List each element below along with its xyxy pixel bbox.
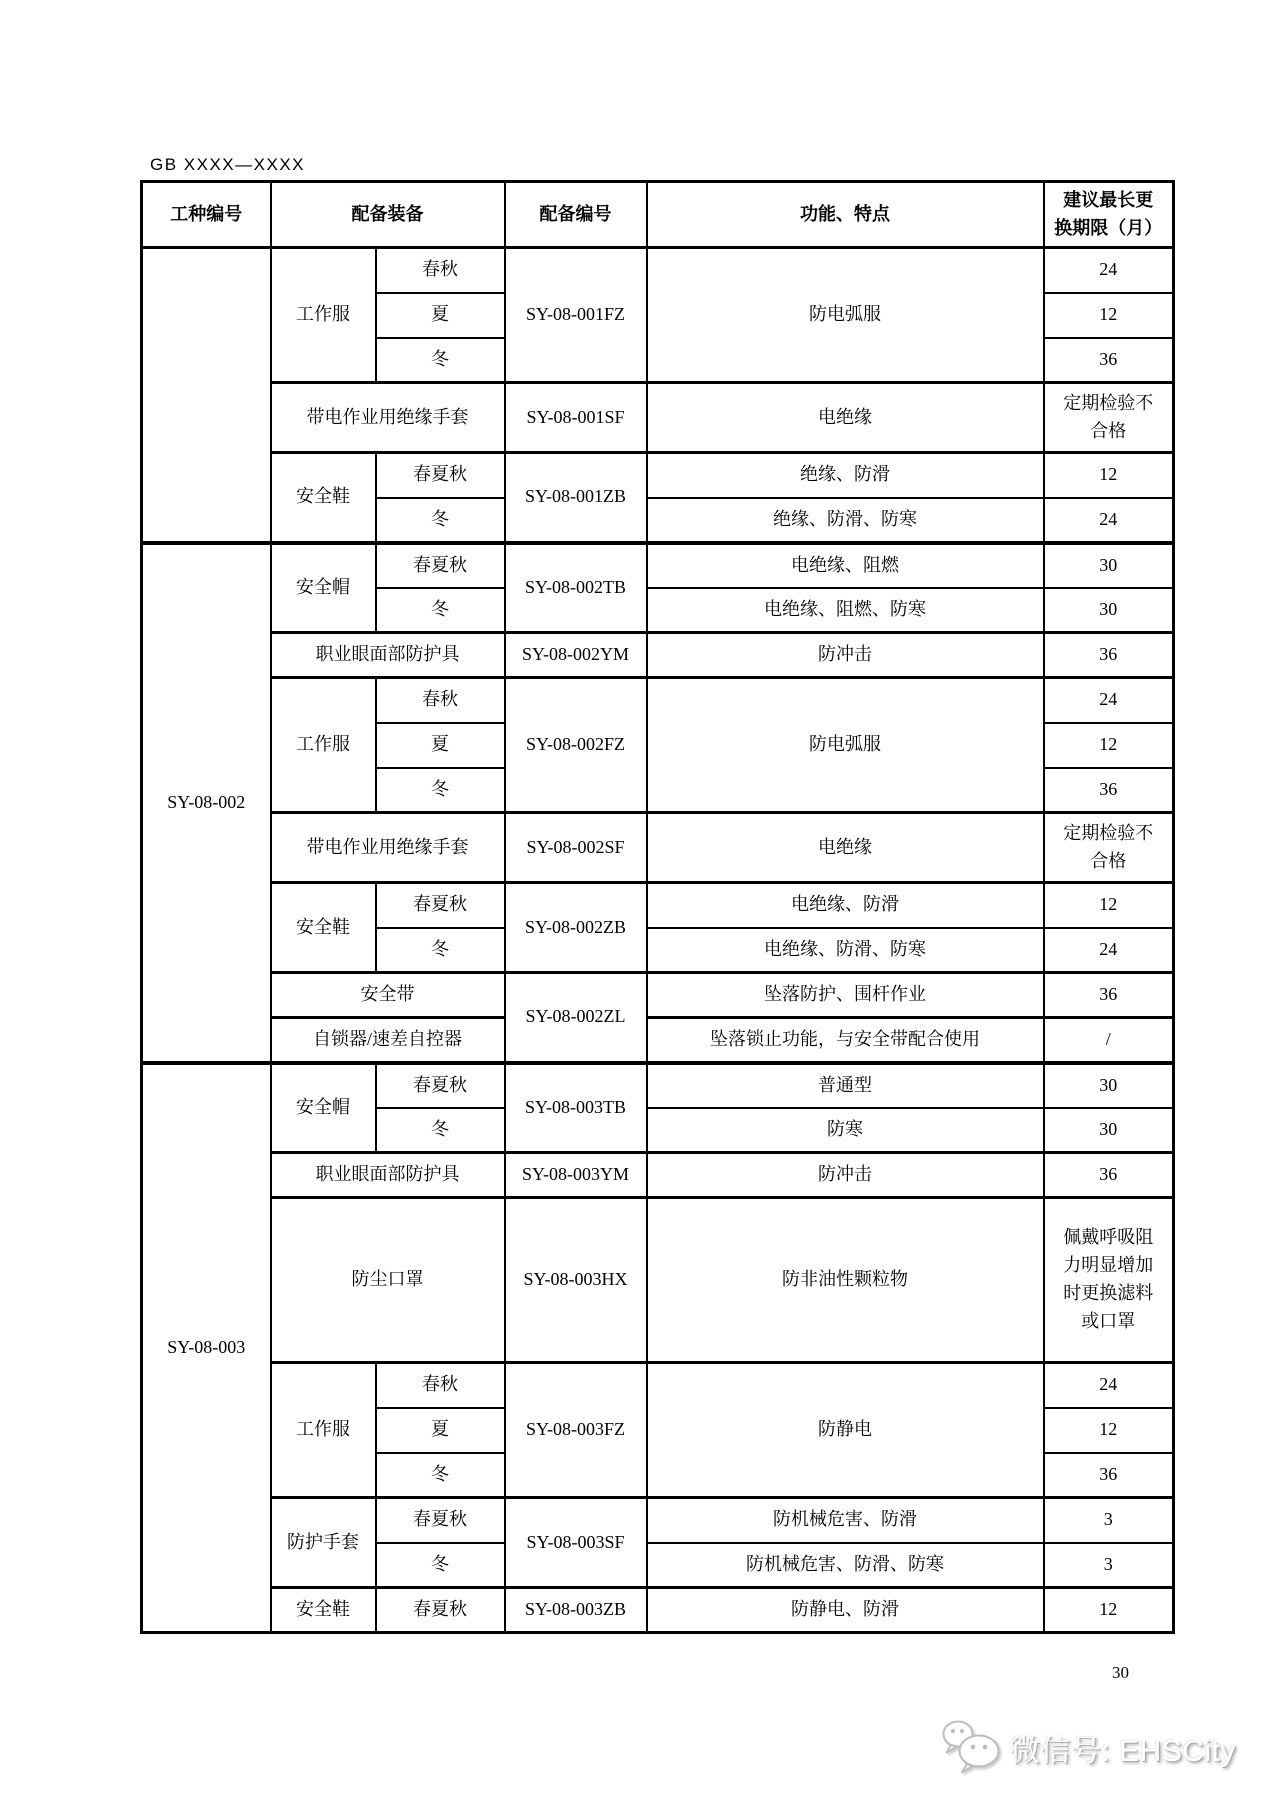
equipment-name-cell: 工作服 bbox=[271, 678, 376, 813]
period-cell: 12 bbox=[1044, 293, 1174, 338]
feature-cell: 防机械危害、防滑 bbox=[647, 1498, 1044, 1543]
equipment-name-cell: 职业眼面部防护具 bbox=[271, 633, 505, 678]
period-cell bbox=[1044, 813, 1174, 883]
season-cell: 冬 bbox=[376, 928, 505, 973]
table-row bbox=[142, 1153, 1174, 1198]
equip-code-cell: SY-08-001ZB bbox=[505, 453, 647, 543]
season-cell: 夏 bbox=[376, 723, 505, 768]
equipment-name-cell: 安全带 bbox=[271, 973, 505, 1018]
equipment-name-cell: 安全鞋 bbox=[271, 453, 376, 543]
equipment-name-cell: 职业眼面部防护具 bbox=[271, 1153, 505, 1198]
feature-cell: 电绝缘、阻燃、防寒 bbox=[647, 588, 1044, 633]
table-row bbox=[142, 813, 1174, 883]
period-cell: 36 bbox=[1044, 973, 1174, 1018]
feature-cell: 电绝缘、阻燃 bbox=[647, 543, 1044, 588]
table-row bbox=[142, 678, 1174, 723]
table-row bbox=[142, 383, 1174, 453]
page-number: 30 bbox=[1112, 1663, 1129, 1682]
period-cell: 36 bbox=[1044, 1453, 1174, 1498]
equip-code-cell: SY-08-003FZ bbox=[505, 1363, 647, 1498]
header-equipment: 配备装备 bbox=[271, 182, 505, 248]
period-note: 定期检验不合格 bbox=[1063, 822, 1154, 871]
season-cell: 冬 bbox=[376, 1453, 505, 1498]
period-cell: / bbox=[1044, 1018, 1174, 1063]
period-cell: 24 bbox=[1044, 928, 1174, 973]
season-cell: 冬 bbox=[376, 338, 505, 383]
equipment-name-cell: 工作服 bbox=[271, 1363, 376, 1498]
table-row bbox=[142, 1063, 1174, 1108]
equipment-name-cell: 防护手套 bbox=[271, 1498, 376, 1588]
equipment-name-cell: 自锁器/速差自控器 bbox=[271, 1018, 505, 1063]
header-features: 功能、特点 bbox=[647, 182, 1044, 248]
feature-cell: 防电弧服 bbox=[647, 678, 1044, 813]
feature-cell: 坠落锁止功能，与安全带配合使用 bbox=[647, 1018, 1044, 1063]
wechat-icon bbox=[940, 1718, 1004, 1776]
period-cell: 36 bbox=[1044, 338, 1174, 383]
feature-cell: 防静电、防滑 bbox=[647, 1588, 1044, 1633]
equip-code-cell: SY-08-003SF bbox=[505, 1498, 647, 1588]
season-cell: 春夏秋 bbox=[376, 1498, 505, 1543]
season-cell: 春夏秋 bbox=[376, 1588, 505, 1633]
header-max-period bbox=[1044, 182, 1174, 248]
season-cell: 冬 bbox=[376, 768, 505, 813]
period-cell: 30 bbox=[1044, 588, 1174, 633]
feature-cell: 防静电 bbox=[647, 1363, 1044, 1498]
feature-cell: 防电弧服 bbox=[647, 248, 1044, 383]
table-row bbox=[142, 453, 1174, 498]
feature-cell: 绝缘、防滑 bbox=[647, 453, 1044, 498]
feature-cell: 防机械危害、防滑、防寒 bbox=[647, 1543, 1044, 1588]
period-cell: 24 bbox=[1044, 1363, 1174, 1408]
equipment-name-cell: 安全鞋 bbox=[271, 883, 376, 973]
equip-code-cell: SY-08-002TB bbox=[505, 543, 647, 633]
equipment-name-cell: 安全帽 bbox=[271, 543, 376, 633]
wechat-watermark bbox=[940, 1718, 1236, 1776]
period-cell: 12 bbox=[1044, 723, 1174, 768]
feature-cell: 电绝缘 bbox=[647, 383, 1044, 453]
equipment-name-cell: 安全鞋 bbox=[271, 1588, 376, 1633]
table-row bbox=[142, 883, 1174, 928]
period-cell bbox=[1044, 383, 1174, 453]
equipment-name-cell: 带电作业用绝缘手套 bbox=[271, 813, 505, 883]
feature-cell: 电绝缘、防滑、防寒 bbox=[647, 928, 1044, 973]
table-row bbox=[142, 1363, 1174, 1408]
season-cell: 春秋 bbox=[376, 1363, 505, 1408]
period-cell: 24 bbox=[1044, 678, 1174, 723]
season-cell: 夏 bbox=[376, 1408, 505, 1453]
period-cell: 12 bbox=[1044, 1588, 1174, 1633]
period-note: 定期检验不合格 bbox=[1063, 392, 1154, 441]
season-cell: 春秋 bbox=[376, 248, 505, 293]
job-code-cell bbox=[142, 248, 271, 543]
period-cell: 12 bbox=[1044, 453, 1174, 498]
table-row bbox=[142, 248, 1174, 293]
feature-cell: 防冲击 bbox=[647, 633, 1044, 678]
feature-cell: 绝缘、防滑、防寒 bbox=[647, 498, 1044, 543]
document-code: GB XXXX—XXXX bbox=[150, 155, 305, 174]
season-cell: 春夏秋 bbox=[376, 883, 505, 928]
season-cell: 冬 bbox=[376, 1108, 505, 1153]
equip-code-cell: SY-08-002SF bbox=[505, 813, 647, 883]
header-max-period-line2: 换期限（月） bbox=[1054, 217, 1163, 238]
feature-cell: 电绝缘 bbox=[647, 813, 1044, 883]
table-row bbox=[142, 1588, 1174, 1633]
equip-code-cell: SY-08-001SF bbox=[505, 383, 647, 453]
period-cell: 3 bbox=[1044, 1543, 1174, 1588]
feature-cell: 坠落防护、围杆作业 bbox=[647, 973, 1044, 1018]
season-cell: 冬 bbox=[376, 498, 505, 543]
table-row bbox=[142, 543, 1174, 588]
equipment-name-cell: 安全帽 bbox=[271, 1063, 376, 1153]
period-cell: 30 bbox=[1044, 1063, 1174, 1108]
header-equip-code: 配备编号 bbox=[505, 182, 647, 248]
period-cell bbox=[1044, 1198, 1174, 1363]
period-note: 佩戴呼吸阻力明显增加时更换滤料或口罩 bbox=[1063, 1227, 1154, 1331]
feature-cell: 防寒 bbox=[647, 1108, 1044, 1153]
table-row bbox=[142, 973, 1174, 1018]
period-cell: 36 bbox=[1044, 1153, 1174, 1198]
equip-code-cell: SY-08-001FZ bbox=[505, 248, 647, 383]
equipment-name-cell: 带电作业用绝缘手套 bbox=[271, 383, 505, 453]
feature-cell: 普通型 bbox=[647, 1063, 1044, 1108]
equip-code-cell: SY-08-003HX bbox=[505, 1198, 647, 1363]
season-cell: 夏 bbox=[376, 293, 505, 338]
table-row bbox=[142, 1018, 1174, 1063]
period-cell: 36 bbox=[1044, 633, 1174, 678]
equipment-name-cell: 防尘口罩 bbox=[271, 1198, 505, 1363]
period-cell: 30 bbox=[1044, 543, 1174, 588]
season-cell: 春夏秋 bbox=[376, 453, 505, 498]
equip-code-cell: SY-08-002FZ bbox=[505, 678, 647, 813]
season-cell: 冬 bbox=[376, 588, 505, 633]
equip-code-cell: SY-08-003ZB bbox=[505, 1588, 647, 1633]
equip-code-cell: SY-08-003YM bbox=[505, 1153, 647, 1198]
header-job-code: 工种编号 bbox=[142, 182, 271, 248]
season-cell: 春秋 bbox=[376, 678, 505, 723]
period-cell: 12 bbox=[1044, 1408, 1174, 1453]
feature-cell: 防冲击 bbox=[647, 1153, 1044, 1198]
season-cell: 冬 bbox=[376, 1543, 505, 1588]
period-cell: 30 bbox=[1044, 1108, 1174, 1153]
equip-code-cell: SY-08-002YM bbox=[505, 633, 647, 678]
job-code-cell: SY-08-003 bbox=[142, 1063, 271, 1633]
ppe-allocation-table bbox=[140, 180, 1175, 1634]
equipment-name-cell: 工作服 bbox=[271, 248, 376, 383]
table-row bbox=[142, 1198, 1174, 1363]
table-row bbox=[142, 1498, 1174, 1543]
watermark-label: 微信号: EHSCity bbox=[1010, 1735, 1237, 1768]
period-cell: 24 bbox=[1044, 248, 1174, 293]
season-cell: 春夏秋 bbox=[376, 1063, 505, 1108]
feature-cell: 防非油性颗粒物 bbox=[647, 1198, 1044, 1363]
table-header-row bbox=[142, 182, 1174, 248]
feature-cell: 电绝缘、防滑 bbox=[647, 883, 1044, 928]
job-code-cell: SY-08-002 bbox=[142, 543, 271, 1063]
header-max-period-line1: 建议最长更 bbox=[1063, 189, 1154, 210]
period-cell: 24 bbox=[1044, 498, 1174, 543]
period-cell: 3 bbox=[1044, 1498, 1174, 1543]
period-cell: 36 bbox=[1044, 768, 1174, 813]
period-cell: 12 bbox=[1044, 883, 1174, 928]
equip-code-cell: SY-08-003TB bbox=[505, 1063, 647, 1153]
equip-code-cell: SY-08-002ZB bbox=[505, 883, 647, 973]
table-row bbox=[142, 633, 1174, 678]
equip-code-cell: SY-08-002ZL bbox=[505, 973, 647, 1063]
season-cell: 春夏秋 bbox=[376, 543, 505, 588]
